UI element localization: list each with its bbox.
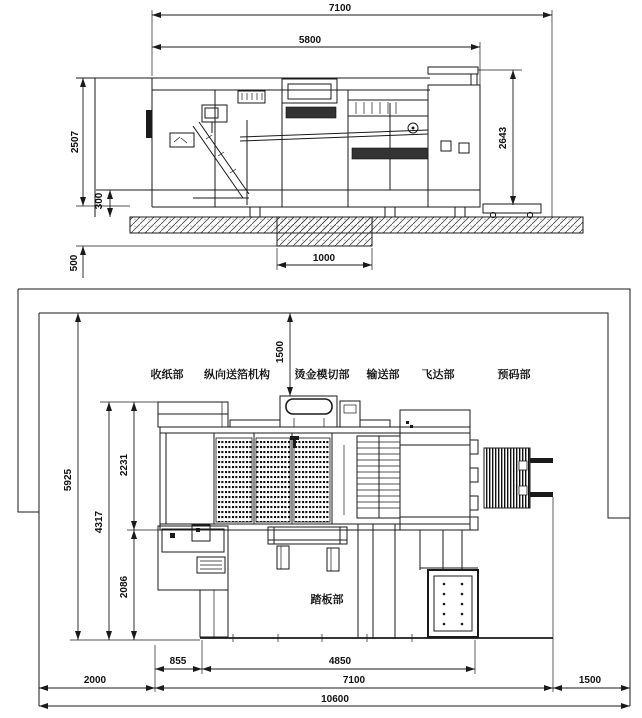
dim-plan-4317: 4317 <box>94 510 105 534</box>
plan-top-tower <box>340 401 360 427</box>
label-footboard-section: 踏板部 <box>310 593 344 606</box>
plan-foil-bar-right <box>360 420 390 427</box>
plan-prestack-rail <box>530 492 553 497</box>
dim-plan-5925: 5925 <box>63 468 74 492</box>
plan-dim-body-depth <box>119 402 162 530</box>
plan-dim-body-length <box>202 656 475 669</box>
plan-dim-lower-depth <box>70 530 200 640</box>
plan-electrical-box <box>428 570 478 637</box>
plan-prestack-rail <box>530 458 553 463</box>
plan-dim-front-clearance <box>275 313 290 396</box>
dim-plan-1500-bottom: 1500 <box>578 675 602 686</box>
elevation-pallet-truck <box>483 204 541 218</box>
plan-grate-panel <box>256 438 290 522</box>
label-feeder-section: 飞达部 <box>421 368 455 381</box>
dim-plan-1500-top: 1500 <box>275 340 286 364</box>
elevation-top-arm <box>428 67 478 74</box>
plan-bracket-small <box>192 525 210 541</box>
elevation-leg <box>455 207 465 217</box>
label-conveyor-section: 输送部 <box>366 368 400 381</box>
dim-plan-2000: 2000 <box>83 675 107 686</box>
plan-dim-left-offset <box>155 640 475 692</box>
elevation-leg <box>250 207 260 217</box>
elevation-dim-right-height <box>478 70 522 205</box>
label-foil-feed-section: 纵向送箔机构 <box>204 368 270 381</box>
plan-machine <box>158 396 553 642</box>
label-stamping-section: 烫金模切部 <box>294 368 350 381</box>
plan-dim-right-clearance <box>553 675 630 688</box>
dim-elev-1000: 1000 <box>312 253 336 264</box>
elevation-feeder-tower <box>428 67 480 207</box>
plan-walkway-frame <box>358 524 395 638</box>
elevation-console <box>282 79 337 118</box>
dim-plan-2231: 2231 <box>119 453 130 477</box>
dim-elev-7100: 7100 <box>328 3 352 14</box>
elevation-foundation-pit <box>277 217 372 246</box>
elevation-view <box>69 3 583 278</box>
plan-prestack-pile <box>484 448 553 508</box>
plan-dim-total-depth <box>63 313 78 640</box>
plan-dim-total-length <box>39 694 630 706</box>
dim-plan-7100: 7100 <box>342 675 366 686</box>
elevation-dim-pit-width <box>277 248 372 270</box>
label-prestack-section: 预码部 <box>497 368 531 381</box>
plan-delivery-top <box>158 402 228 427</box>
elevation-button-strip <box>238 91 265 103</box>
elevation-machine <box>76 67 541 218</box>
plan-grate-panel <box>216 438 252 522</box>
dim-plan-10600: 10600 <box>321 694 349 705</box>
plan-grate-panel <box>294 438 330 522</box>
dim-elev-5800: 5800 <box>298 35 322 46</box>
plan-dim-mid-depth <box>94 402 158 640</box>
elevation-side-handle <box>146 110 152 138</box>
dim-elev-500: 500 <box>69 254 80 272</box>
elevation-stamping-head <box>348 100 428 159</box>
dim-elev-2507: 2507 <box>70 130 81 154</box>
elevation-dim-pit-depth <box>69 246 277 278</box>
plan-foil-unit <box>280 396 337 427</box>
elevation-dim-height <box>70 78 152 206</box>
dim-elev-300: 300 <box>94 192 105 210</box>
plan-conveyor <box>357 436 400 518</box>
dim-plan-855: 855 <box>169 656 187 667</box>
plan-footboard-bracket <box>268 527 347 571</box>
elevation-dim-base <box>94 190 152 217</box>
elevation-ground <box>130 217 583 246</box>
elevation-sign-plate <box>170 133 194 147</box>
label-delivery-section: 收纸部 <box>150 368 184 381</box>
dim-plan-2086: 2086 <box>119 575 130 599</box>
plan-view <box>18 289 630 706</box>
plan-dim-left-clearance <box>39 675 155 688</box>
dim-plan-4850: 4850 <box>328 656 352 667</box>
elevation-leg <box>385 207 395 217</box>
dim-elev-2643: 2643 <box>498 126 509 150</box>
elevation-dim-total-width <box>152 3 552 217</box>
plan-feeder-base <box>400 517 478 570</box>
elevation-delivery-rack <box>193 120 249 205</box>
plan-cabinet <box>158 526 228 637</box>
plan-foil-bar-left <box>230 420 280 427</box>
